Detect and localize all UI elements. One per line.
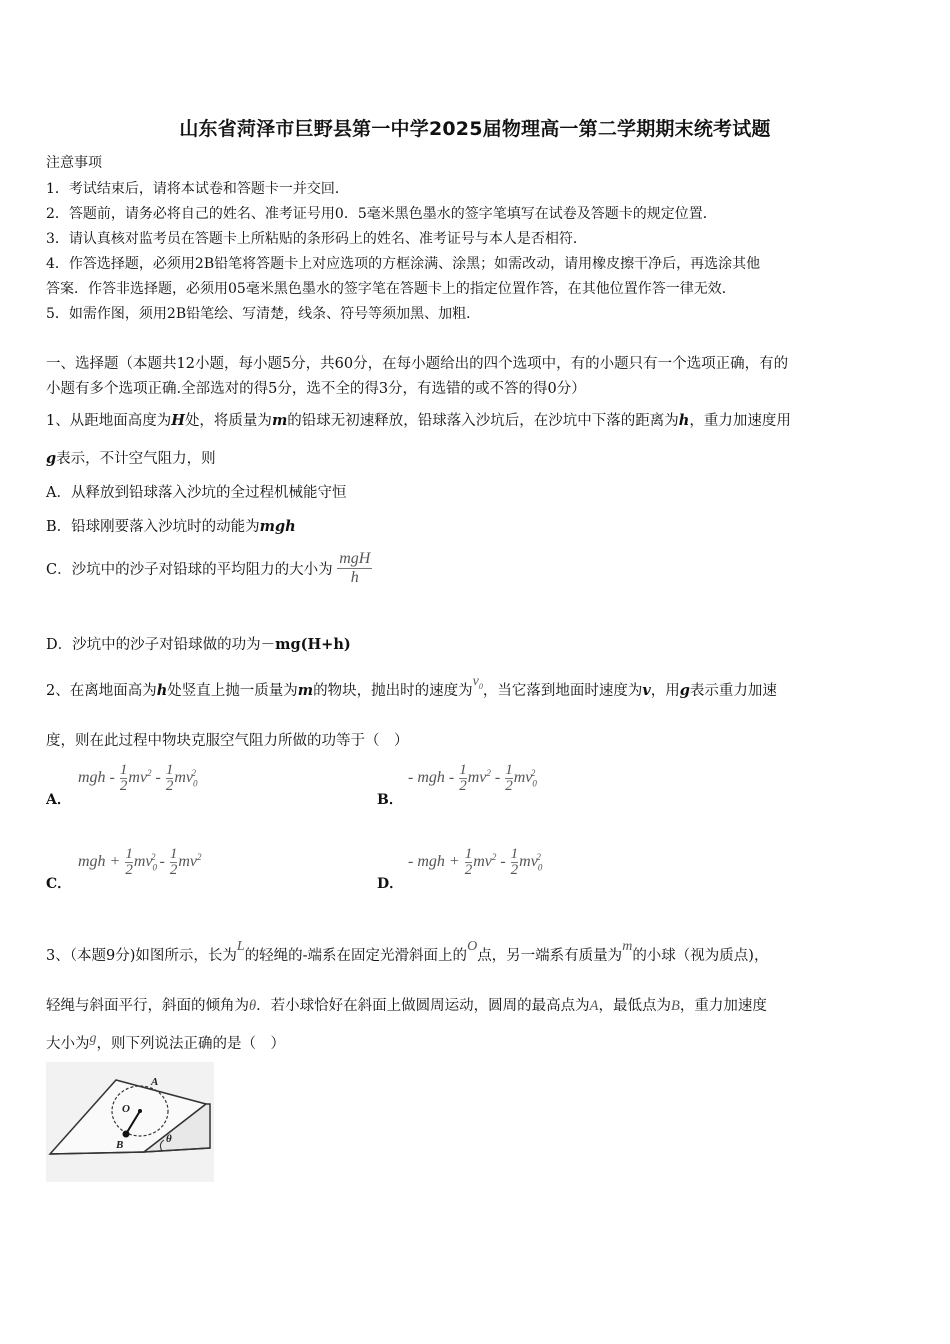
q2-v0-symbol: $v_0$ xyxy=(472,674,483,691)
q2-stem-line1: 2、在离地面高为h处竖直上抛一质量为m的物块，抛出时的速度为$v_0$，当它落到地面时速度为v，用g表示重力加速 xyxy=(46,674,777,699)
figure-label-b: B xyxy=(116,1139,124,1151)
q3-stem-line3: 大小为g，则下列说法正确的是（ ） xyxy=(46,1031,285,1052)
q2-option-d-label: D． xyxy=(377,876,404,892)
pivot-o xyxy=(138,1109,142,1113)
figure-label-a: A xyxy=(151,1076,159,1088)
q1-option-c: C．沙坑中的沙子对铅球的平均阻力的大小为 $\frac{\text{mgH}}{h}$ xyxy=(46,550,371,586)
q3-stem-line1: 3、（本题9分)如图所示，长为L的轻绳的-端系在固定光滑斜面上的O点，另一端系有质量为m的小球（视为质点)， xyxy=(46,939,769,964)
notice-item-5: 5．如需作图，须用2B铅笔绘、写清楚，线条、符号等须加黑、加粗． xyxy=(46,306,481,322)
q1-option-b: B．铅球刚要落入沙坑时的动能为mgh xyxy=(46,518,296,535)
notice-item-2: 2．答题前，请务必将自己的姓名、准考证号用0．5毫米黑色墨水的签字笔填写在试卷及答题卡的规定位置． xyxy=(46,206,717,222)
q1-option-d: D．沙坑中的沙子对铅球做的功为－mg(H+h) xyxy=(46,636,351,653)
page-title: 山东省菏泽市巨野县第一中学2025届物理高一第二学期期末统考试题 xyxy=(179,118,771,140)
notice-item-4: 4．作答选择题，必须用2B铅笔将答题卡上对应选项的方框涂满、涂黑；如需改动，请用橡皮擦干净后，再选涂其他 xyxy=(46,256,761,272)
notice-item-3: 3．请认真核对监考员在答题卡上所粘贴的条形码上的姓名、准考证号与本人是否相符． xyxy=(46,231,587,247)
q2-option-a-label: A． xyxy=(46,792,71,808)
q2-stem-line2: 度，则在此过程中物块克服空气阻力所做的功等于（ ） xyxy=(46,733,409,749)
q2-option-d-formula: - mgh + $\frac{1}{2}$ $mv^2$ - $\frac{1}{2}$ $mv_0^2$ xyxy=(408,846,543,878)
q1-option-a: A．从释放到铅球落入沙坑的全过程机械能守恒 xyxy=(46,485,347,501)
q3-stem-line2: 轻绳与斜面平行，斜面的倾角为θ．若小球恰好在斜面上做圆周运动，圆周的最高点为A，最低点为B，重力加速度 xyxy=(46,998,767,1014)
notice-item-4-cont: 答案．作答非选择题，必须用05毫米黑色墨水的签字笔在答题卡上的指定位置作答，在其他位置作答一律无效． xyxy=(46,281,736,297)
q1-option-c-fraction: $\frac{\text{mgH}}{h}$ xyxy=(339,550,371,586)
ball xyxy=(123,1131,130,1138)
q2-option-a-formula: mgh - $\frac{1}{2}$ $mv^2$ - $\frac{1}{2}$ $mv_0^2$ xyxy=(78,762,198,794)
q1-stem-line1: 1、从距地面高度为H处，将质量为m的铅球无初速释放，铅球落入沙坑后，在沙坑中下落的距离为h，重力加速度用 xyxy=(46,412,791,429)
q2-option-c-label: C． xyxy=(46,876,72,892)
q2-option-b-label: B． xyxy=(377,792,403,808)
notice-heading: 注意事项 xyxy=(46,155,102,171)
figure-label-theta: θ xyxy=(166,1133,172,1145)
q3-incline-figure xyxy=(46,1062,214,1182)
figure-label-o: O xyxy=(122,1103,130,1115)
q2-option-c-formula: mgh + $\frac{1}{2}$ $mv_0^2$ - $\frac{1}{2}$ $mv^2$ xyxy=(78,846,202,878)
q1-stem-line2: g表示，不计空气阻力，则 xyxy=(46,450,216,467)
q2-option-b-formula: - mgh - $\frac{1}{2}$ $mv^2$ - $\frac{1}{2}$ $mv_0^2$ xyxy=(408,762,537,794)
section-heading-line2: 小题有多个选项正确.全部选对的得5分，选不全的得3分，有选错的或不答的得0分） xyxy=(46,381,586,397)
section-heading-line1: 一、选择题（本题共12小题，每小题5分，共60分，在每小题给出的四个选项中，有的小题只有一个选项正确，有的 xyxy=(46,356,789,372)
notice-item-1: 1．考试结束后，请将本试卷和答题卡一并交回． xyxy=(46,181,349,197)
